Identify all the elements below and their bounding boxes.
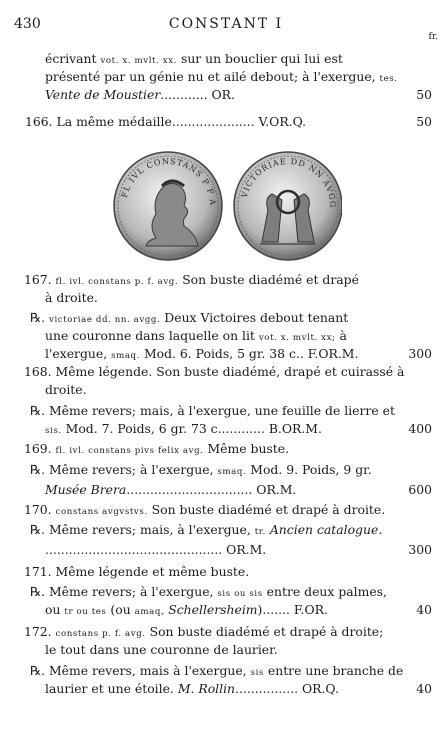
- text-segment: entre une branche de: [263, 663, 404, 678]
- text-segment: constans avgvstvs.: [55, 507, 148, 517]
- text-segment: ℞. Même revers, mais à l'exergue,: [30, 663, 251, 678]
- price: 40: [416, 681, 432, 696]
- text-segment: constans p. f. avg.: [55, 629, 146, 639]
- line-text: [30, 583, 387, 603]
- coin-illustration: [112, 150, 342, 262]
- text-segment: à droite.: [45, 290, 98, 305]
- text-segment: )....... F.OR.: [257, 602, 328, 617]
- text-segment: le tout dans une couronne de laurier.: [45, 642, 278, 657]
- text-segment: ............ OR.: [160, 87, 235, 102]
- line-text: [30, 461, 372, 481]
- line-text: [45, 641, 278, 659]
- currency-label: fr.: [428, 32, 438, 42]
- running-title: CONSTANT I: [168, 16, 284, 32]
- text-segment: sur un bouclier qui lui est: [177, 51, 343, 66]
- price: 400: [408, 421, 432, 436]
- line-text: [24, 271, 359, 291]
- price: 40: [416, 602, 432, 617]
- text-segment: ................ OR.Q.: [235, 681, 339, 696]
- text-segment: ................................ OR.M.: [126, 482, 297, 497]
- text-segment: Musée Brera: [45, 482, 127, 497]
- text-segment: fl. ivl. constans p. f. avg.: [55, 277, 179, 287]
- line-text: [24, 363, 404, 381]
- text-segment: Même buste.: [203, 441, 290, 456]
- reverse-legend: VICTORIAE DD NN AVGG: [239, 156, 338, 209]
- text-segment: smaq.: [217, 467, 247, 477]
- price: 300: [408, 542, 432, 557]
- text-segment: smaq.: [111, 351, 140, 361]
- line-text: [45, 50, 343, 70]
- line-text: [30, 309, 348, 329]
- text-segment: vot. x. mvlt. xx;: [258, 333, 336, 343]
- text-segment: tr.: [254, 527, 266, 537]
- text-segment: droite.: [45, 382, 87, 397]
- text-segment: tr ou tes: [64, 607, 107, 617]
- line-text: [24, 623, 383, 643]
- text-segment: ..................... V.OR.Q.: [171, 114, 307, 129]
- text-segment: Mod. 7. Poids, 6 gr. 73 c............ B.OR.M.: [61, 421, 322, 436]
- text-segment: l'exergue,: [45, 346, 112, 361]
- price: 600: [408, 482, 432, 497]
- text-segment: Mod. 9. Poids, 9 gr.: [246, 462, 372, 477]
- price: 50: [416, 87, 432, 102]
- text-segment: ℞. Même revers; mais, à l'exergue,: [30, 522, 255, 537]
- text-segment: 168. Même légende. Son buste diadémé, drapé et cuirassé à: [24, 364, 405, 379]
- text-segment: présenté par un génie nu et ailé debout; à l'exergue,: [45, 69, 380, 84]
- text-segment: 172.: [24, 624, 56, 639]
- text-segment: victoriae dd. nn. avgg.: [49, 315, 161, 325]
- line-text: [45, 601, 328, 621]
- obverse-legend: FL IVL CONSTANS P F A: [119, 156, 218, 206]
- line-text: [24, 563, 249, 581]
- text-segment: 169.: [24, 441, 56, 456]
- text-segment: Son buste diadémé et drapé: [178, 272, 359, 287]
- line-text: [45, 680, 339, 698]
- text-segment: .: [378, 522, 383, 537]
- text-segment: Schellersheim: [168, 602, 258, 617]
- page-number: 430: [14, 16, 41, 32]
- line-text: [45, 381, 87, 399]
- text-segment: ℞. Même revers; à l'exergue,: [30, 462, 218, 477]
- text-segment: 170.: [24, 502, 56, 517]
- text-segment: ℞. Même revers; à l'exergue,: [30, 584, 218, 599]
- text-segment: Mod. 6. Poids, 5 gr. 38 c.. F.OR.M.: [140, 346, 359, 361]
- text-segment: Deux Victoires debout tenant: [160, 310, 349, 325]
- text-segment: 166. La même médaille: [25, 114, 172, 129]
- line-text: [45, 345, 358, 365]
- text-segment: M. Rollin: [177, 681, 236, 696]
- text-segment: entre deux palmes,: [262, 584, 387, 599]
- coin-reverse: [234, 152, 342, 260]
- line-text: [30, 662, 403, 682]
- line-text: [24, 440, 289, 460]
- line-text: [30, 521, 382, 541]
- line-text: [45, 289, 98, 307]
- text-segment: sis ou sis: [217, 589, 263, 599]
- line-text: [30, 402, 395, 420]
- text-segment: une couronne dans laquelle on lit: [45, 328, 259, 343]
- line-text: [45, 481, 296, 499]
- line-text: [45, 68, 398, 88]
- text-segment: (ou: [106, 602, 135, 617]
- text-segment: Son buste diadémé et drapé à droite;: [145, 624, 384, 639]
- line-text: [45, 86, 235, 104]
- text-segment: fl. ivl. constans pivs felix avg.: [55, 446, 204, 456]
- text-segment: Vente de Moustier: [45, 87, 161, 102]
- page-header: [14, 16, 438, 42]
- line-text: [45, 420, 322, 440]
- line-text: [25, 113, 306, 131]
- text-segment: ℞.: [30, 310, 49, 325]
- text-segment: sis.: [45, 426, 62, 436]
- text-segment: amaq,: [134, 607, 165, 617]
- text-segment: ou: [45, 602, 65, 617]
- price: 300: [408, 346, 432, 361]
- text-segment: à: [335, 328, 347, 343]
- text-segment: Son buste diadémé et drapé à droite.: [147, 502, 386, 517]
- text-segment: vot. x. mvlt. xx.: [100, 56, 178, 66]
- coin-images: [112, 150, 342, 262]
- line-text: [45, 327, 347, 347]
- text-segment: tes.: [379, 74, 398, 84]
- text-segment: ............................................. OR.M.: [45, 542, 267, 557]
- line-text: [24, 501, 385, 521]
- text-segment: laurier et une étoile.: [45, 681, 178, 696]
- text-segment: écrivant: [45, 51, 101, 66]
- text-segment: 171. Même légende et même buste.: [24, 564, 250, 579]
- text-segment: Ancien catalogue: [269, 522, 379, 537]
- coin-obverse: [112, 150, 222, 260]
- text-segment: ℞. Même revers; mais, à l'exergue, une feuille de lierre et: [30, 403, 395, 418]
- price: 50: [416, 114, 432, 129]
- text-segment: sis: [250, 668, 264, 678]
- text-segment: 167.: [24, 272, 56, 287]
- line-text: [45, 541, 266, 559]
